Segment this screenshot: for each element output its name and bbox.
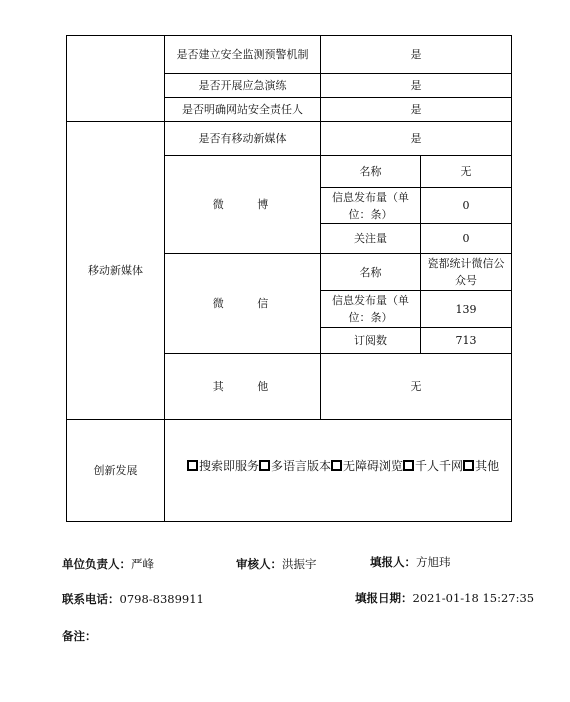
other-value: 无: [410, 380, 422, 393]
filler-value: 方旭玮: [416, 555, 451, 569]
emergency-drill-label: 是否开展应急演练: [198, 79, 287, 92]
mobile-media-section-label: 移动新媒体: [88, 264, 143, 277]
other-label: 其 他: [212, 380, 284, 393]
wechat-subscribers-label: 订阅数: [354, 334, 387, 347]
unit-head: [62, 556, 154, 572]
emergency-drill-value: 是: [410, 79, 422, 92]
wechat-subscribers-value: 713: [455, 334, 477, 347]
reviewer: [236, 556, 317, 572]
weibo-posts-value: 0: [462, 199, 470, 212]
phone-label: 联系电话：: [62, 592, 120, 606]
checkbox-multilingual[interactable]: [259, 460, 270, 471]
date-label: 填报日期：: [355, 591, 413, 605]
option-label: 千人千网: [415, 458, 464, 473]
security-owner-value: 是: [410, 103, 422, 116]
weibo-label: 微 博: [212, 198, 284, 211]
monitoring-warning-label: 是否建立安全监测预警机制: [176, 48, 309, 61]
filler-label: 填报人：: [370, 555, 416, 569]
phone: [62, 591, 204, 607]
security-owner-label: 是否明确网站安全责任人: [182, 103, 303, 116]
unit-head-value: 严峰: [131, 557, 154, 571]
report-date: [355, 590, 534, 606]
remarks: [62, 628, 97, 644]
checkbox-search-service[interactable]: [187, 460, 198, 471]
option-label: 搜索即服务: [199, 458, 260, 473]
has-mobile-value: 是: [410, 132, 422, 145]
checkbox-other[interactable]: [463, 460, 474, 471]
report-table: [66, 35, 512, 522]
wechat-posts-label: 信息发布量（单位：条）: [332, 294, 409, 324]
weibo-name-label: 名称: [359, 165, 382, 178]
option-label: 其他: [475, 458, 500, 473]
has-mobile-label: 是否有移动新媒体: [198, 132, 287, 145]
wechat-name-label: 名称: [359, 265, 382, 279]
checkbox-accessibility[interactable]: [331, 460, 342, 471]
phone-value: 0798-8389911: [119, 592, 204, 606]
weibo-followers-label: 关注量: [354, 232, 387, 245]
wechat-name-value: 瓷都统计微信公众号: [427, 257, 505, 287]
wechat-posts-value: 139: [455, 302, 477, 316]
wechat-label: 微 信: [212, 297, 284, 310]
reviewer-label: 审核人：: [236, 557, 282, 571]
option-label: 多语言版本: [271, 458, 332, 473]
unit-head-label: 单位负责人：: [62, 557, 131, 571]
checkbox-personalized[interactable]: [403, 460, 414, 471]
weibo-name-value: 无: [460, 165, 472, 178]
date-value: 2021-01-18 15:27:35: [412, 591, 535, 605]
option-label: 无障碍浏览: [343, 458, 404, 473]
weibo-posts-label: 信息发布量（单位：条）: [332, 190, 409, 221]
innovation-label: 创新发展: [93, 464, 138, 477]
reviewer-value: 洪振宇: [282, 557, 317, 571]
weibo-followers-value: 0: [462, 232, 470, 245]
remarks-label: 备注：: [62, 629, 97, 643]
monitoring-warning-value: 是: [410, 48, 422, 61]
innovation-options: [187, 454, 509, 476]
filler: [370, 554, 451, 570]
